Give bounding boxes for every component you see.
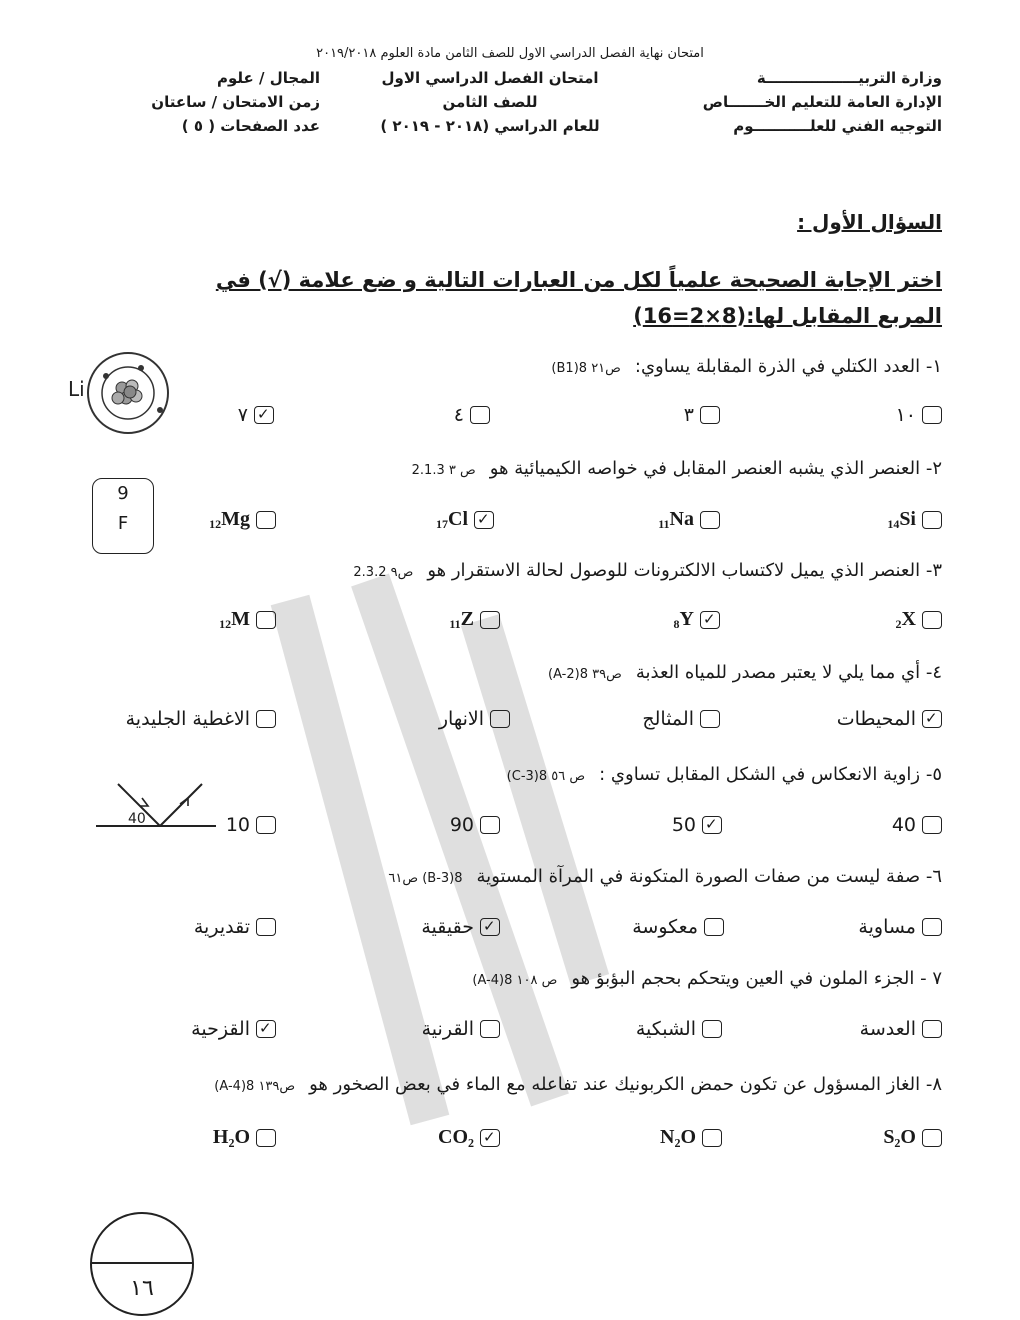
atom-symbol: Li (68, 377, 85, 401)
question-ref: ص١٣٩ 8(A-4) (214, 1079, 296, 1094)
option-label: العدسة (859, 1018, 916, 1040)
header-middle-line: للعام الدراسي (٢٠١٨ - ٢٠١٩ ) (380, 117, 600, 135)
fluorine-element-box (92, 478, 154, 554)
option-subscript: 17 (436, 517, 448, 531)
question-ref: 8(B-3) ص٦١ (388, 871, 463, 886)
option-label: حقيقية (421, 916, 474, 938)
checkbox-checked[interactable] (254, 406, 274, 424)
checkbox-checked[interactable] (702, 816, 722, 834)
option[interactable] (896, 404, 942, 426)
option[interactable] (632, 916, 724, 938)
header-right-line: التوجيه الفني للعلـــــــــــوم (733, 117, 942, 135)
option[interactable] (892, 814, 942, 836)
checkbox-checked[interactable] (474, 511, 494, 529)
option-label: X (901, 608, 916, 630)
header-middle-line: للصف الثامن (442, 93, 538, 111)
checkbox-empty[interactable] (922, 816, 942, 834)
option-label: الشبكية (635, 1018, 696, 1040)
option[interactable] (238, 404, 274, 426)
option-label: 90 (449, 814, 474, 836)
option-label: المحيطات (836, 708, 916, 730)
question-6 (388, 866, 942, 887)
option[interactable] (658, 508, 720, 532)
header-right-line: وزارة التربيــــــــــــــــــة (756, 69, 942, 87)
option[interactable] (837, 708, 942, 730)
option-label: معكوسة (632, 916, 698, 938)
option-subscript: 11 (449, 617, 461, 631)
question-2 (412, 458, 942, 479)
checkbox-empty[interactable] (702, 1129, 722, 1147)
header-left-line: المجال / علوم (217, 69, 320, 87)
option[interactable] (436, 508, 494, 532)
question-ref: ص ٥٦ 8(C-3) (506, 769, 586, 784)
question-text: ٦- صفة ليست من صفات الصورة المتكونة في المرآة المستوية (476, 866, 942, 887)
question-ref: ص٢١ 8(B1) (551, 361, 621, 376)
checkbox-empty[interactable] (704, 918, 724, 936)
option[interactable] (213, 1126, 276, 1149)
option[interactable] (642, 708, 720, 730)
question-text: ٤- أي مما يلي لا يعتبر مصدر للمياه العذبة (635, 662, 942, 683)
checkbox-checked[interactable] (480, 1129, 500, 1147)
checkbox-empty[interactable] (480, 816, 500, 834)
option-label: 40 (891, 814, 916, 836)
option-label: Y (679, 608, 694, 630)
checkbox-empty[interactable] (256, 511, 276, 529)
checkbox-empty[interactable] (480, 1020, 500, 1038)
option-label: مساوية (858, 916, 916, 938)
checkbox-empty[interactable] (922, 918, 942, 936)
question-8 (214, 1074, 942, 1095)
option[interactable] (454, 404, 490, 426)
checkbox-empty[interactable] (490, 710, 510, 728)
option-label: Mg (221, 508, 250, 530)
option-subscript: 8 (673, 617, 680, 631)
option[interactable] (636, 1018, 722, 1040)
checkbox-empty[interactable] (700, 406, 720, 424)
option-label: Si (899, 508, 916, 530)
option-label: القزحية (191, 1018, 250, 1040)
header-info-block (120, 66, 320, 138)
checkbox-empty[interactable] (922, 511, 942, 529)
option[interactable] (449, 608, 500, 632)
option[interactable] (896, 608, 942, 632)
option-label: S₂O (883, 1126, 916, 1148)
checkbox-checked[interactable] (700, 611, 720, 629)
header-ministry-block (682, 66, 942, 138)
option-label: المثالج (642, 708, 694, 730)
question-ref: ص٣٩ 8(A-2) (548, 667, 622, 682)
option-subscript: 12 (209, 517, 222, 531)
checkbox-empty[interactable] (922, 1020, 942, 1038)
option[interactable] (126, 708, 276, 730)
option-subscript: 11 (658, 517, 670, 531)
checkbox-empty[interactable] (256, 816, 276, 834)
exam-top-title: امتحان نهاية الفصل الدراسي الاول للصف الثامن مادة العلوم ٢٠١٩/٢٠١٨ (316, 46, 704, 61)
option[interactable] (674, 608, 720, 632)
question-text: ١- العدد الكتلي في الذرة المقابلة يساوي: (634, 356, 942, 377)
option[interactable] (450, 814, 500, 836)
checkbox-empty[interactable] (256, 611, 276, 629)
element-atomic-number: 9 (117, 483, 129, 504)
checkbox-checked[interactable] (256, 1020, 276, 1038)
checkbox-empty[interactable] (700, 710, 720, 728)
score-circle (90, 1212, 194, 1316)
option[interactable] (191, 1018, 276, 1040)
question-1 (551, 356, 942, 377)
option[interactable] (438, 1126, 500, 1149)
score-divider (92, 1262, 192, 1264)
option-subscript: 12 (219, 617, 232, 631)
question-heading: السؤال الأول : (797, 210, 942, 234)
option[interactable] (209, 508, 276, 532)
option-label: ٤ (453, 404, 464, 426)
header-right-line: الإدارة العامة للتعليم الخـــــــاص (702, 93, 942, 111)
checkbox-empty[interactable] (256, 710, 276, 728)
question-5 (507, 764, 942, 785)
option[interactable] (858, 916, 942, 938)
option-label: ٧ (237, 404, 248, 426)
question-4 (548, 662, 942, 683)
option-label: ١٠ (895, 404, 916, 426)
option[interactable] (684, 404, 720, 426)
option[interactable] (883, 1126, 942, 1149)
question-7 (472, 968, 942, 989)
checkbox-empty[interactable] (480, 611, 500, 629)
option-label: Z (460, 608, 474, 630)
checkbox-empty[interactable] (702, 1020, 722, 1038)
option-subscript: 2 (895, 617, 902, 631)
option[interactable] (672, 814, 722, 836)
option[interactable] (421, 916, 500, 938)
option-label: ٣ (683, 404, 694, 426)
checkbox-checked[interactable] (480, 918, 500, 936)
option-label: القرنية (421, 1018, 474, 1040)
option-label: Cl (448, 508, 468, 530)
question-text: ٢- العنصر الذي يشبه العنصر المقابل في خواصه الكيميائية هو (489, 458, 942, 479)
option-label: H₂O (212, 1126, 250, 1148)
question-text: ٧ - الجزء الملون في العين ويتحكم بحجم البؤبؤ هو (571, 968, 942, 989)
angle-label: 40 (128, 811, 146, 827)
lithium-atom-diagram (66, 348, 170, 438)
option[interactable] (422, 1018, 500, 1040)
option-label: الاغطية الجليدية (125, 708, 250, 730)
option-label: M (231, 608, 250, 630)
option-subscript: 14 (887, 517, 900, 531)
option-label: تقديرية (193, 916, 250, 938)
header-exam-block (350, 66, 630, 138)
option-label: N₂O (660, 1126, 696, 1148)
option-label: الانهار (438, 708, 484, 730)
option[interactable] (219, 608, 276, 632)
watermark-logo (230, 560, 650, 1160)
option[interactable] (439, 708, 510, 730)
header-left-line: عدد الصفحات ( ٥ ) (181, 117, 320, 135)
checkbox-empty[interactable] (256, 1129, 276, 1147)
header-middle-line: امتحان الفصل الدراسي الاول (381, 69, 599, 87)
option[interactable] (887, 508, 942, 532)
question-3 (353, 560, 942, 581)
option[interactable] (226, 814, 276, 836)
page-number: ١٦ (130, 1276, 154, 1301)
option[interactable] (860, 1018, 942, 1040)
option[interactable] (660, 1126, 722, 1149)
checkbox-empty[interactable] (922, 406, 942, 424)
question-text: ٣- العنصر الذي يميل لاكتساب الالكترونات للوصول لحالة الاستقرار هو (427, 560, 942, 581)
element-symbol: F (117, 513, 129, 534)
option-label: Na (669, 508, 694, 530)
question-ref: ص ٣ 2.1.3 (411, 463, 476, 478)
checkbox-empty[interactable] (922, 611, 942, 629)
option-label: 50 (671, 814, 696, 836)
question-text: ٥- زاوية الانعكاس في الشكل المقابل تساوي : (599, 764, 942, 785)
instruction-text: اختر الإجابة الصحيحة علمياً لكل من العبارات التالية و ضع علامة (√) في المربع المقابل لها:(8×2=16) (215, 268, 942, 328)
question-ref: ص ١٠٨ 8(A-4) (472, 973, 558, 988)
option[interactable] (194, 916, 276, 938)
checkbox-empty[interactable] (256, 918, 276, 936)
checkbox-empty[interactable] (470, 406, 490, 424)
checkbox-empty[interactable] (700, 511, 720, 529)
option-label: 10 (225, 814, 250, 836)
header-left-line: زمن الامتحان / ساعتان (151, 93, 320, 111)
question-ref: ص٩ 2.3.2 (353, 565, 414, 580)
checkbox-empty[interactable] (922, 1129, 942, 1147)
option-label: CO₂ (438, 1126, 474, 1148)
checkbox-checked[interactable] (922, 710, 942, 728)
reflection-diagram (96, 778, 226, 830)
question-text: ٨- الغاز المسؤول عن تكون حمض الكربونيك عند تفاعله مع الماء في بعض الصخور هو (309, 1074, 942, 1095)
